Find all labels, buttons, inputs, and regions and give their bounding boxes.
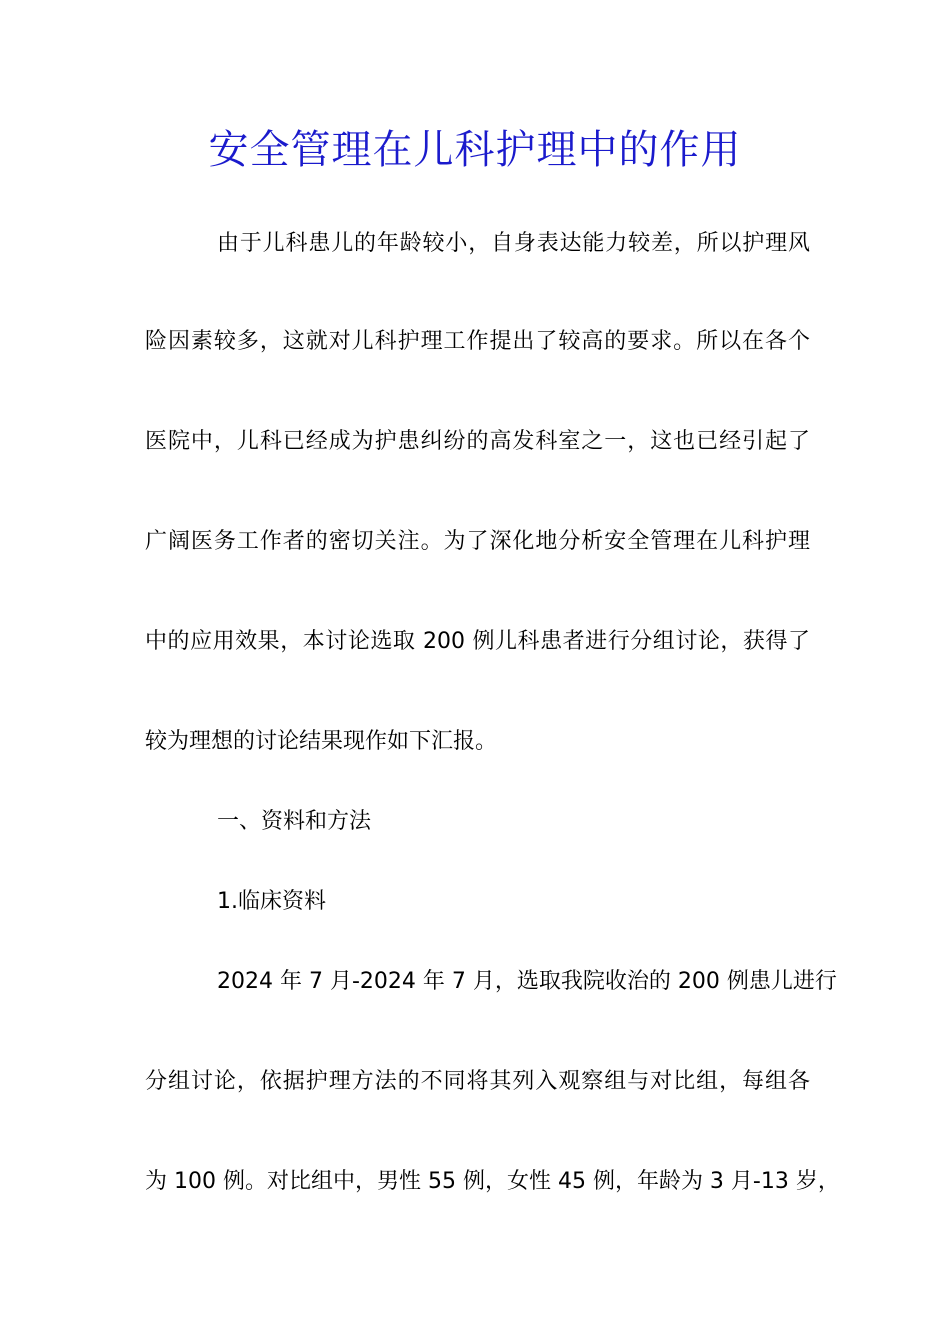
paragraph-line: 由于儿科患儿的年龄较小，自身表达能力较差，所以护理风 bbox=[217, 231, 810, 256]
paragraph-line: 中的应用效果，本讨论选取 200 例儿科患者进行分组讨论，获得了 bbox=[145, 629, 810, 654]
subsection-heading: 1.临床资料 bbox=[217, 889, 326, 914]
paragraph-line: 较为理想的讨论结果现作如下汇报。 bbox=[145, 729, 498, 754]
paragraph-line: 2024 年 7 月-2024 年 7 月，选取我院收治的 200 例患儿进行 bbox=[217, 969, 837, 994]
document-title: 安全管理在儿科护理中的作用 bbox=[208, 127, 742, 173]
paragraph-line: 广阔医务工作者的密切关注。为了深化地分析安全管理在儿科护理 bbox=[145, 529, 810, 554]
paragraph-line: 分组讨论，依据护理方法的不同将其列入观察组与对比组，每组各 bbox=[145, 1069, 810, 1094]
paragraph-line: 险因素较多，这就对儿科护理工作提出了较高的要求。所以在各个 bbox=[145, 329, 810, 354]
section-heading: 一、资料和方法 bbox=[217, 809, 372, 834]
paragraph-line: 医院中，儿科已经成为护患纠纷的高发科室之一，这也已经引起了 bbox=[145, 429, 810, 454]
paragraph-line: 为 100 例。对比组中，男性 55 例，女性 45 例，年龄为 3 月-13 岁， bbox=[145, 1169, 840, 1194]
